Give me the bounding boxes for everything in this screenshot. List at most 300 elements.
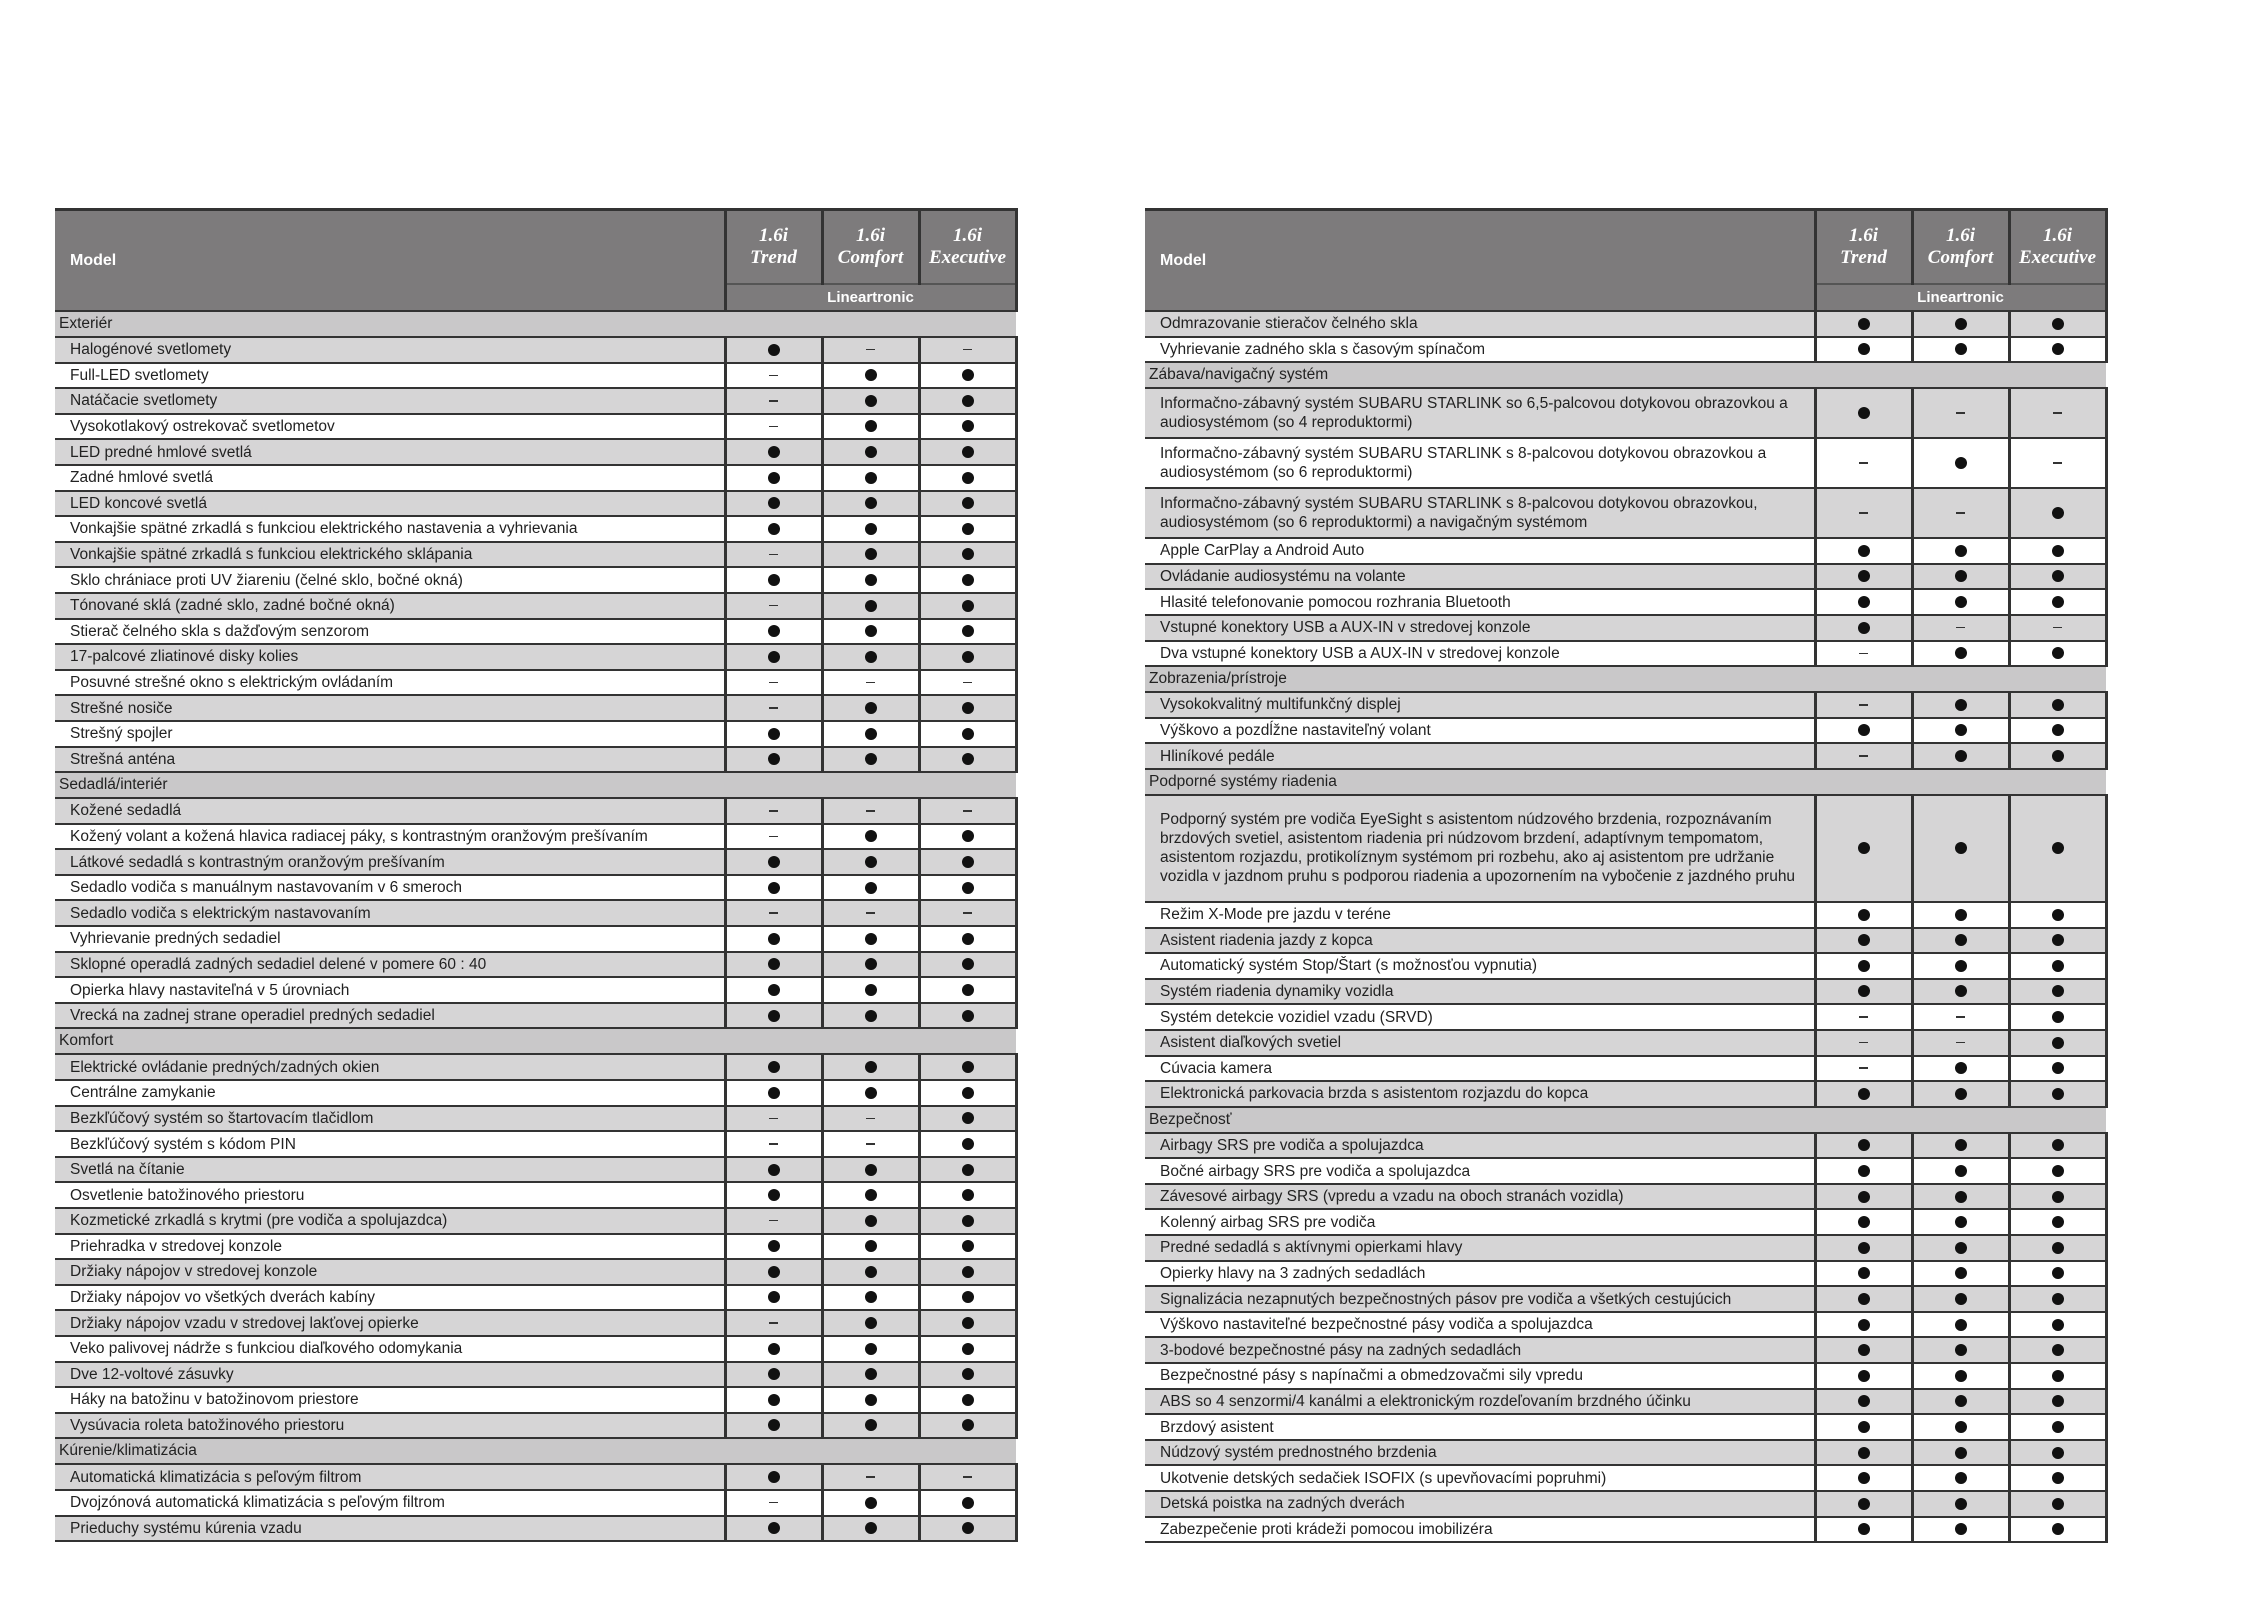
standard-dot-icon bbox=[2052, 1472, 2064, 1484]
table-row bbox=[1145, 1081, 2106, 1107]
standard-dot-icon bbox=[1858, 596, 1870, 608]
value-cell-trend bbox=[1815, 1414, 1912, 1440]
value-cell-executive bbox=[2009, 928, 2106, 954]
value-cell-executive bbox=[919, 363, 1016, 389]
unavailable-dash-icon bbox=[1956, 1016, 1965, 1018]
value-cell-comfort bbox=[1912, 388, 2009, 438]
value-cell-trend bbox=[725, 952, 822, 978]
standard-dot-icon bbox=[1858, 1344, 1870, 1356]
table-row bbox=[55, 1413, 1016, 1439]
value-cell-trend bbox=[725, 1003, 822, 1029]
value-cell-trend bbox=[1815, 388, 1912, 438]
standard-dot-icon bbox=[1955, 1319, 1967, 1331]
section-title: Kúrenie/klimatizácia bbox=[55, 1438, 1016, 1464]
value-cell-comfort bbox=[822, 1157, 919, 1183]
value-cell-comfort bbox=[822, 1336, 919, 1362]
standard-dot-icon bbox=[962, 728, 974, 740]
standard-dot-icon bbox=[2052, 699, 2064, 711]
table-row bbox=[1145, 795, 2106, 902]
value-cell-trend bbox=[725, 1310, 822, 1336]
feature-label: Halogénové svetlomety bbox=[55, 337, 725, 363]
standard-dot-icon bbox=[2052, 1242, 2064, 1254]
value-cell-trend bbox=[1815, 438, 1912, 488]
value-cell-executive bbox=[919, 1362, 1016, 1388]
value-cell-trend bbox=[725, 798, 822, 824]
table-row bbox=[1145, 1517, 2106, 1543]
feature-label: Zabezpečenie proti krádeži pomocou imobilizéra bbox=[1145, 1517, 1815, 1543]
standard-dot-icon bbox=[1955, 1293, 1967, 1305]
unavailable-dash-icon bbox=[769, 400, 778, 402]
table-row bbox=[1145, 1056, 2106, 1082]
value-cell-comfort bbox=[822, 619, 919, 645]
table-row bbox=[55, 1182, 1016, 1208]
table-row bbox=[55, 721, 1016, 747]
standard-dot-icon bbox=[2052, 1395, 2064, 1407]
value-cell-comfort bbox=[822, 491, 919, 517]
value-cell-trend bbox=[1815, 538, 1912, 564]
variant-header-executive: 1.6i Executive bbox=[919, 210, 1016, 285]
feature-label: Vyhrievanie zadného skla s časovým spínačom bbox=[1145, 337, 1815, 363]
value-cell-comfort bbox=[1912, 1133, 2009, 1159]
value-cell-executive bbox=[2009, 1158, 2106, 1184]
standard-dot-icon bbox=[962, 1087, 974, 1099]
table-row bbox=[1145, 743, 2106, 769]
standard-dot-icon bbox=[768, 625, 780, 637]
value-cell-comfort bbox=[822, 388, 919, 414]
standard-dot-icon bbox=[962, 1010, 974, 1022]
value-cell-executive bbox=[2009, 1440, 2106, 1466]
standard-dot-icon bbox=[1858, 1088, 1870, 1100]
value-cell-trend bbox=[1815, 1312, 1912, 1338]
table-row bbox=[1145, 1389, 2106, 1415]
feature-label: Kolenný airbag SRS pre vodiča bbox=[1145, 1209, 1815, 1235]
standard-dot-icon bbox=[1955, 1472, 1967, 1484]
feature-label: Full-LED svetlomety bbox=[55, 363, 725, 389]
standard-dot-icon bbox=[768, 651, 780, 663]
value-cell-executive bbox=[919, 849, 1016, 875]
unavailable-dash-icon bbox=[769, 375, 778, 377]
standard-dot-icon bbox=[1955, 1421, 1967, 1433]
standard-dot-icon bbox=[1858, 1242, 1870, 1254]
value-cell-executive bbox=[2009, 718, 2106, 744]
feature-label: Informačno-zábavný systém SUBARU STARLINK s 8-palcovou dotykovou obrazovkou, audiosystémom (so 6 reproduktormi) a navigačným systémom bbox=[1145, 488, 1815, 538]
table-row bbox=[1145, 1261, 2106, 1287]
value-cell-executive bbox=[919, 439, 1016, 465]
standard-dot-icon bbox=[2052, 1191, 2064, 1203]
table-row bbox=[55, 337, 1016, 363]
value-cell-executive bbox=[919, 1336, 1016, 1362]
feature-label: Detská poistka na zadných dverách bbox=[1145, 1491, 1815, 1517]
standard-dot-icon bbox=[865, 548, 877, 560]
table-row bbox=[1145, 1440, 2106, 1466]
standard-dot-icon bbox=[1955, 909, 1967, 921]
standard-dot-icon bbox=[865, 1010, 877, 1022]
table-row bbox=[55, 1157, 1016, 1183]
standard-dot-icon bbox=[865, 1291, 877, 1303]
standard-dot-icon bbox=[865, 497, 877, 509]
unavailable-dash-icon bbox=[2053, 462, 2062, 464]
standard-dot-icon bbox=[1858, 1447, 1870, 1459]
value-cell-executive bbox=[2009, 564, 2106, 590]
table-row bbox=[55, 952, 1016, 978]
value-cell-executive bbox=[2009, 1209, 2106, 1235]
standard-dot-icon bbox=[768, 856, 780, 868]
feature-label: Asistent diaľkových svetiel bbox=[1145, 1030, 1815, 1056]
standard-dot-icon bbox=[962, 1240, 974, 1252]
standard-dot-icon bbox=[2052, 1293, 2064, 1305]
value-cell-trend bbox=[725, 1285, 822, 1311]
value-cell-trend bbox=[1815, 1235, 1912, 1261]
value-cell-executive bbox=[2009, 1081, 2106, 1107]
standard-dot-icon bbox=[1955, 985, 1967, 997]
table-row bbox=[55, 1490, 1016, 1516]
standard-dot-icon bbox=[1955, 750, 1967, 762]
value-cell-comfort bbox=[822, 1054, 919, 1080]
standard-dot-icon bbox=[962, 625, 974, 637]
feature-label: Odmrazovanie stieračov čelného skla bbox=[1145, 311, 1815, 337]
standard-dot-icon bbox=[2052, 985, 2064, 997]
standard-dot-icon bbox=[1955, 457, 1967, 469]
standard-dot-icon bbox=[768, 344, 780, 356]
standard-dot-icon bbox=[962, 369, 974, 381]
value-cell-trend bbox=[725, 721, 822, 747]
value-cell-trend bbox=[725, 900, 822, 926]
standard-dot-icon bbox=[865, 369, 877, 381]
feature-label: Vrecká na zadnej strane operadiel predných sedadiel bbox=[55, 1003, 725, 1029]
standard-dot-icon bbox=[2052, 1216, 2064, 1228]
feature-label: Natáčacie svetlomety bbox=[55, 388, 725, 414]
table-row bbox=[55, 465, 1016, 491]
value-cell-comfort bbox=[822, 798, 919, 824]
value-cell-trend bbox=[725, 337, 822, 363]
table-row bbox=[55, 1234, 1016, 1260]
standard-dot-icon bbox=[865, 1215, 877, 1227]
value-cell-comfort bbox=[822, 516, 919, 542]
value-cell-executive bbox=[2009, 902, 2106, 928]
value-cell-comfort bbox=[1912, 641, 2009, 667]
section-title: Bezpečnosť bbox=[1145, 1107, 2106, 1133]
value-cell-trend bbox=[725, 695, 822, 721]
standard-dot-icon bbox=[865, 1419, 877, 1431]
feature-label: Svetlá na čítanie bbox=[55, 1157, 725, 1183]
unavailable-dash-icon bbox=[769, 1502, 778, 1504]
standard-dot-icon bbox=[1858, 1472, 1870, 1484]
unavailable-dash-icon bbox=[866, 1143, 875, 1145]
value-cell-trend bbox=[725, 1516, 822, 1542]
standard-dot-icon bbox=[962, 1291, 974, 1303]
feature-label: Dve 12-voltové zásuvky bbox=[55, 1362, 725, 1388]
value-cell-executive bbox=[2009, 438, 2106, 488]
value-cell-trend bbox=[1815, 564, 1912, 590]
table-row bbox=[1145, 1414, 2106, 1440]
value-cell-trend bbox=[1815, 1491, 1912, 1517]
value-cell-trend bbox=[725, 1362, 822, 1388]
value-cell-comfort bbox=[822, 1106, 919, 1132]
variant-header-comfort: 1.6i Comfort bbox=[1912, 210, 2009, 285]
feature-label: Systém detekcie vozidiel vzadu (SRVD) bbox=[1145, 1004, 1815, 1030]
unavailable-dash-icon bbox=[769, 1322, 778, 1324]
value-cell-comfort bbox=[822, 747, 919, 773]
feature-label: Opierky hlavy na 3 zadných sedadlách bbox=[1145, 1261, 1815, 1287]
standard-dot-icon bbox=[1955, 934, 1967, 946]
feature-label: Kožený volant a kožená hlavica radiacej páky, s kontrastným oranžovým prešívaním bbox=[55, 824, 725, 850]
standard-dot-icon bbox=[1858, 318, 1870, 330]
standard-dot-icon bbox=[1955, 842, 1967, 854]
standard-dot-icon bbox=[768, 882, 780, 894]
value-cell-trend bbox=[725, 1336, 822, 1362]
standard-dot-icon bbox=[2052, 842, 2064, 854]
value-cell-executive bbox=[919, 1054, 1016, 1080]
table-body bbox=[55, 311, 1016, 1541]
standard-dot-icon bbox=[768, 753, 780, 765]
feature-label: Režim X-Mode pre jazdu v teréne bbox=[1145, 902, 1815, 928]
section-header-row bbox=[1145, 1107, 2106, 1133]
value-cell-comfort bbox=[1912, 488, 2009, 538]
feature-label: Vysokokvalitný multifunkčný displej bbox=[1145, 692, 1815, 718]
model-header: Model bbox=[1145, 210, 1815, 312]
value-cell-executive bbox=[2009, 743, 2106, 769]
table-row bbox=[55, 1054, 1016, 1080]
standard-dot-icon bbox=[865, 395, 877, 407]
value-cell-trend bbox=[1815, 1465, 1912, 1491]
feature-label: Hlasité telefonovanie pomocou rozhrania Bluetooth bbox=[1145, 589, 1815, 615]
feature-label: Opierka hlavy nastaviteľná v 5 úrovniach bbox=[55, 977, 725, 1003]
feature-label: Posuvné strešné okno s elektrickým ovládaním bbox=[55, 670, 725, 696]
table-row bbox=[1145, 953, 2106, 979]
unavailable-dash-icon bbox=[1956, 512, 1965, 514]
table-row bbox=[55, 1285, 1016, 1311]
value-cell-executive bbox=[919, 1387, 1016, 1413]
table-row bbox=[55, 1464, 1016, 1490]
value-cell-comfort bbox=[1912, 692, 2009, 718]
value-cell-comfort bbox=[822, 1516, 919, 1542]
standard-dot-icon bbox=[2052, 1498, 2064, 1510]
spec-table-right bbox=[1145, 208, 2108, 1543]
standard-dot-icon bbox=[2052, 1011, 2064, 1023]
value-cell-trend bbox=[725, 388, 822, 414]
value-cell-executive bbox=[2009, 1133, 2106, 1159]
value-cell-executive bbox=[919, 516, 1016, 542]
standard-dot-icon bbox=[865, 574, 877, 586]
standard-dot-icon bbox=[2052, 596, 2064, 608]
feature-label: Výškovo a pozdĺžne nastaviteľný volant bbox=[1145, 718, 1815, 744]
table-row bbox=[55, 670, 1016, 696]
value-cell-executive bbox=[2009, 979, 2106, 1005]
feature-label: Bočné airbagy SRS pre vodiča a spolujazdca bbox=[1145, 1158, 1815, 1184]
feature-label: Elektrické ovládanie predných/zadných okien bbox=[55, 1054, 725, 1080]
table-row bbox=[55, 439, 1016, 465]
unavailable-dash-icon bbox=[769, 605, 778, 607]
value-cell-executive bbox=[919, 798, 1016, 824]
value-cell-executive bbox=[2009, 641, 2106, 667]
feature-label: Ovládanie audiosystému na volante bbox=[1145, 564, 1815, 590]
feature-label: Brzdový asistent bbox=[1145, 1414, 1815, 1440]
section-header-row bbox=[55, 1028, 1016, 1054]
value-cell-trend bbox=[1815, 1337, 1912, 1363]
table-header bbox=[55, 210, 1016, 312]
value-cell-trend bbox=[725, 1464, 822, 1490]
standard-dot-icon bbox=[2052, 1267, 2064, 1279]
table-row bbox=[1145, 1004, 2106, 1030]
table-row bbox=[55, 414, 1016, 440]
value-cell-comfort bbox=[1912, 1312, 2009, 1338]
standard-dot-icon bbox=[865, 933, 877, 945]
standard-dot-icon bbox=[962, 1497, 974, 1509]
standard-dot-icon bbox=[865, 830, 877, 842]
value-cell-comfort bbox=[822, 542, 919, 568]
value-cell-executive bbox=[919, 1413, 1016, 1439]
value-cell-comfort bbox=[1912, 979, 2009, 1005]
standard-dot-icon bbox=[768, 497, 780, 509]
table-row bbox=[1145, 589, 2106, 615]
value-cell-executive bbox=[919, 1182, 1016, 1208]
feature-label: Vonkajšie spätné zrkadlá s funkciou elektrického sklápania bbox=[55, 542, 725, 568]
value-cell-trend bbox=[1815, 1004, 1912, 1030]
feature-label: Držiaky nápojov v stredovej konzole bbox=[55, 1259, 725, 1285]
value-cell-comfort bbox=[822, 900, 919, 926]
standard-dot-icon bbox=[1858, 1293, 1870, 1305]
standard-dot-icon bbox=[2052, 1139, 2064, 1151]
value-cell-executive bbox=[919, 1003, 1016, 1029]
value-cell-executive bbox=[2009, 311, 2106, 337]
standard-dot-icon bbox=[2052, 1319, 2064, 1331]
feature-label: Systém riadenia dynamiky vozidla bbox=[1145, 979, 1815, 1005]
value-cell-executive bbox=[2009, 1389, 2106, 1415]
value-cell-trend bbox=[1815, 1056, 1912, 1082]
table-row bbox=[1145, 1133, 2106, 1159]
value-cell-trend bbox=[725, 1413, 822, 1439]
standard-dot-icon bbox=[962, 1419, 974, 1431]
unavailable-dash-icon bbox=[1859, 512, 1868, 514]
value-cell-executive bbox=[2009, 1235, 2106, 1261]
value-cell-executive bbox=[919, 952, 1016, 978]
table-row bbox=[1145, 1235, 2106, 1261]
value-cell-comfort bbox=[1912, 538, 2009, 564]
value-cell-comfort bbox=[822, 721, 919, 747]
feature-label: Prieduchy systému kúrenia vzadu bbox=[55, 1516, 725, 1542]
standard-dot-icon bbox=[865, 1087, 877, 1099]
table-row bbox=[1145, 1209, 2106, 1235]
standard-dot-icon bbox=[1955, 1088, 1967, 1100]
standard-dot-icon bbox=[2052, 1088, 2064, 1100]
feature-label: Vyhrievanie predných sedadiel bbox=[55, 926, 725, 952]
standard-dot-icon bbox=[2052, 1447, 2064, 1459]
value-cell-trend bbox=[725, 363, 822, 389]
unavailable-dash-icon bbox=[769, 1118, 778, 1120]
value-cell-trend bbox=[1815, 743, 1912, 769]
variant-header-trend: 1.6i Trend bbox=[725, 210, 822, 285]
standard-dot-icon bbox=[1955, 1216, 1967, 1228]
unavailable-dash-icon bbox=[1956, 627, 1965, 629]
value-cell-executive bbox=[2009, 1261, 2106, 1287]
value-cell-comfort bbox=[1912, 1261, 2009, 1287]
standard-dot-icon bbox=[865, 984, 877, 996]
value-cell-trend bbox=[1815, 928, 1912, 954]
feature-label: Informačno-zábavný systém SUBARU STARLINK s 8-palcovou dotykovou obrazovkou a audiosystémom (so 6 reproduktormi) bbox=[1145, 438, 1815, 488]
value-cell-executive bbox=[919, 644, 1016, 670]
standard-dot-icon bbox=[1858, 343, 1870, 355]
standard-dot-icon bbox=[962, 472, 974, 484]
feature-label: ABS so 4 senzormi/4 kanálmi a elektronickým rozdeľovaním brzdného účinku bbox=[1145, 1389, 1815, 1415]
section-title: Zobrazenia/prístroje bbox=[1145, 666, 2106, 692]
feature-label: LED koncové svetlá bbox=[55, 491, 725, 517]
value-cell-trend bbox=[725, 491, 822, 517]
value-cell-trend bbox=[1815, 1158, 1912, 1184]
value-cell-trend bbox=[725, 1080, 822, 1106]
value-cell-trend bbox=[1815, 1184, 1912, 1210]
standard-dot-icon bbox=[768, 1266, 780, 1278]
value-cell-comfort bbox=[1912, 718, 2009, 744]
table-row bbox=[1145, 1337, 2106, 1363]
value-cell-comfort bbox=[822, 439, 919, 465]
value-cell-comfort bbox=[822, 952, 919, 978]
table-body bbox=[1145, 311, 2106, 1542]
section-title: Exteriér bbox=[55, 311, 1016, 337]
standard-dot-icon bbox=[2052, 750, 2064, 762]
table-header bbox=[1145, 210, 2106, 312]
feature-label: Závesové airbagy SRS (vpredu a vzadu na oboch stranách vozidla) bbox=[1145, 1184, 1815, 1210]
unavailable-dash-icon bbox=[769, 554, 778, 556]
table-row bbox=[55, 516, 1016, 542]
feature-label: Predné sedadlá s aktívnymi opierkami hlavy bbox=[1145, 1235, 1815, 1261]
standard-dot-icon bbox=[2052, 318, 2064, 330]
table-row bbox=[55, 1259, 1016, 1285]
value-cell-executive bbox=[2009, 1465, 2106, 1491]
table-row bbox=[1145, 388, 2106, 438]
value-cell-executive bbox=[919, 337, 1016, 363]
unavailable-dash-icon bbox=[866, 1118, 875, 1120]
feature-label: Tónované sklá (zadné sklo, zadné bočné okná) bbox=[55, 593, 725, 619]
value-cell-trend bbox=[725, 1387, 822, 1413]
standard-dot-icon bbox=[1858, 1267, 1870, 1279]
standard-dot-icon bbox=[962, 651, 974, 663]
standard-dot-icon bbox=[865, 882, 877, 894]
value-cell-executive bbox=[919, 1464, 1016, 1490]
value-cell-executive bbox=[2009, 795, 2106, 902]
value-cell-executive bbox=[919, 388, 1016, 414]
value-cell-comfort bbox=[1912, 1337, 2009, 1363]
feature-label: Elektronická parkovacia brzda s asistentom rozjazdu do kopca bbox=[1145, 1081, 1815, 1107]
feature-label: Stierač čelného skla s dažďovým senzorom bbox=[55, 619, 725, 645]
standard-dot-icon bbox=[865, 1317, 877, 1329]
table-row bbox=[1145, 615, 2106, 641]
unavailable-dash-icon bbox=[1859, 704, 1868, 706]
unavailable-dash-icon bbox=[963, 810, 972, 812]
unavailable-dash-icon bbox=[1956, 412, 1965, 414]
standard-dot-icon bbox=[768, 1240, 780, 1252]
value-cell-comfort bbox=[822, 337, 919, 363]
standard-dot-icon bbox=[768, 446, 780, 458]
value-cell-executive bbox=[919, 824, 1016, 850]
value-cell-comfort bbox=[822, 644, 919, 670]
unavailable-dash-icon bbox=[1859, 1067, 1868, 1069]
feature-label: Ukotvenie detských sedačiek ISOFIX (s upevňovacími popruhmi) bbox=[1145, 1465, 1815, 1491]
standard-dot-icon bbox=[865, 446, 877, 458]
standard-dot-icon bbox=[1858, 622, 1870, 634]
value-cell-executive bbox=[919, 619, 1016, 645]
standard-dot-icon bbox=[768, 472, 780, 484]
feature-label: Háky na batožinu v batožinovom priestore bbox=[55, 1387, 725, 1413]
value-cell-executive bbox=[919, 491, 1016, 517]
feature-label: Látkové sedadlá s kontrastným oranžovým prešívaním bbox=[55, 849, 725, 875]
value-cell-trend bbox=[725, 1208, 822, 1234]
unavailable-dash-icon bbox=[769, 707, 778, 709]
value-cell-executive bbox=[2009, 1312, 2106, 1338]
value-cell-trend bbox=[1815, 589, 1912, 615]
standard-dot-icon bbox=[865, 1497, 877, 1509]
standard-dot-icon bbox=[1955, 545, 1967, 557]
table-row bbox=[55, 644, 1016, 670]
